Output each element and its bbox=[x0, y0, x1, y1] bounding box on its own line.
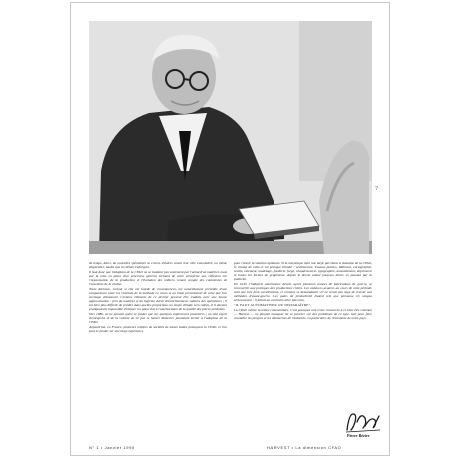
left-column bbox=[89, 261, 227, 406]
signature-name: Pierre Bézier bbox=[347, 433, 370, 438]
signature-icon bbox=[343, 408, 383, 436]
portrait-illustration bbox=[89, 21, 372, 254]
paragraph: Aujourd'hui, en France, plusieurs milliers de sociétés de toutes tailles pratiquent la CFAO, et l'on peut se fonder sur une large expérience bbox=[89, 324, 227, 333]
paragraph: pour choisir la solution optimale. Si la mécanique tient une large part dans le domaine de la CFAO, le champ de celle-ci est presque illimité : architecture, travaux publics, bâtiment, cartographie, textile, vêtement, modelage, fonderie, forge, chaudronnerie, typographie, ameublement, imprimerie et toutes les formes de graphisme, depuis le dessin animé jusqu'au décor, en passant par la publicité. bbox=[234, 261, 372, 282]
magazine-page bbox=[70, 2, 390, 456]
pull-quote-heading: "IL FAUT AUTOMATISER OU DISPARAÎTRE". bbox=[234, 303, 312, 308]
portrait-photo bbox=[89, 21, 372, 254]
paragraph: En 1945, l'industrie américaine devait, après plusieurs années de fabrications de guerre, se reconvertir aux pratiques des productions civiles. Les cadences avaient, au cours de cette période, subi une très forte accélération, et certains se demandaient s'il ne serait pas sage de revenir aux méthodes d'avant-guerre. Les gains de productivité étaient tels que personne n'y songea sérieusement ; il fallait au contraire aller plus loin. bbox=[234, 282, 372, 303]
footer-issue: N° 1 • Janvier 1990 bbox=[89, 445, 135, 450]
article-columns bbox=[89, 261, 372, 406]
paragraph: La CFAO mérite la même commentaire. C'est pourquoi une revue consacrée à ce bien être commun — Harvest — ne pouvait manquer de se pencher sur des problèmes de ce type, tant pour faire connaître les progrès et les démarches de l'industrie, en particulier, de l'économie de notre pays. bbox=[234, 307, 372, 320]
footer-publication: HARVEST • La dimension CFAO bbox=[267, 445, 342, 450]
paragraph: Toute décision, surtout si elle est lourde de conséquences, est naturellement précédée d'une comparaison entre les résultats de la méthode en cours et un bilan prévisionnel de celle que l'on envisage d'instaurer. Certains éléments de ce dernier peuvent être traduits avec une bonne approximation : prix du matériel et du logiciel, durée d'amortissement, salaires des opérateurs ; il est bien plus difficile de prédire dans quelles proportions un temps d'étude sera réduit, et il devient pratiquement impossible d'estimer les gains dus à l'amélioration de la qualité des pièces produites. bbox=[89, 286, 227, 312]
paragraph: Il faut donc que l'adoption de la CFAO ne se traduise pas seulement par l'achat d'un matériel, mais par la mise en place d'un processus général incluant de votre entreprise une réflexion sur l'organisation de la production et l'évolution des métiers, tenant compte des contraintes de l'ensemble de la chaîne. bbox=[89, 269, 227, 287]
paragraph: de temps. Alors, de nouvelles spécialités se créent, d'autres voient leur rôle s'amoindrir, ou même disparaître, tandis que les délais s'abrègent. bbox=[89, 261, 227, 270]
paragraph: Vers 1980, on ne pouvait guère se fonder que sur quelques expériences pionnières ; un seul esprit d'entreprise et de la volonté de ne pas se laisser distancer pouvaient inciter à l'adoption de la CFAO. bbox=[89, 311, 227, 325]
page-number: 7 bbox=[375, 186, 379, 192]
right-column bbox=[234, 261, 372, 406]
